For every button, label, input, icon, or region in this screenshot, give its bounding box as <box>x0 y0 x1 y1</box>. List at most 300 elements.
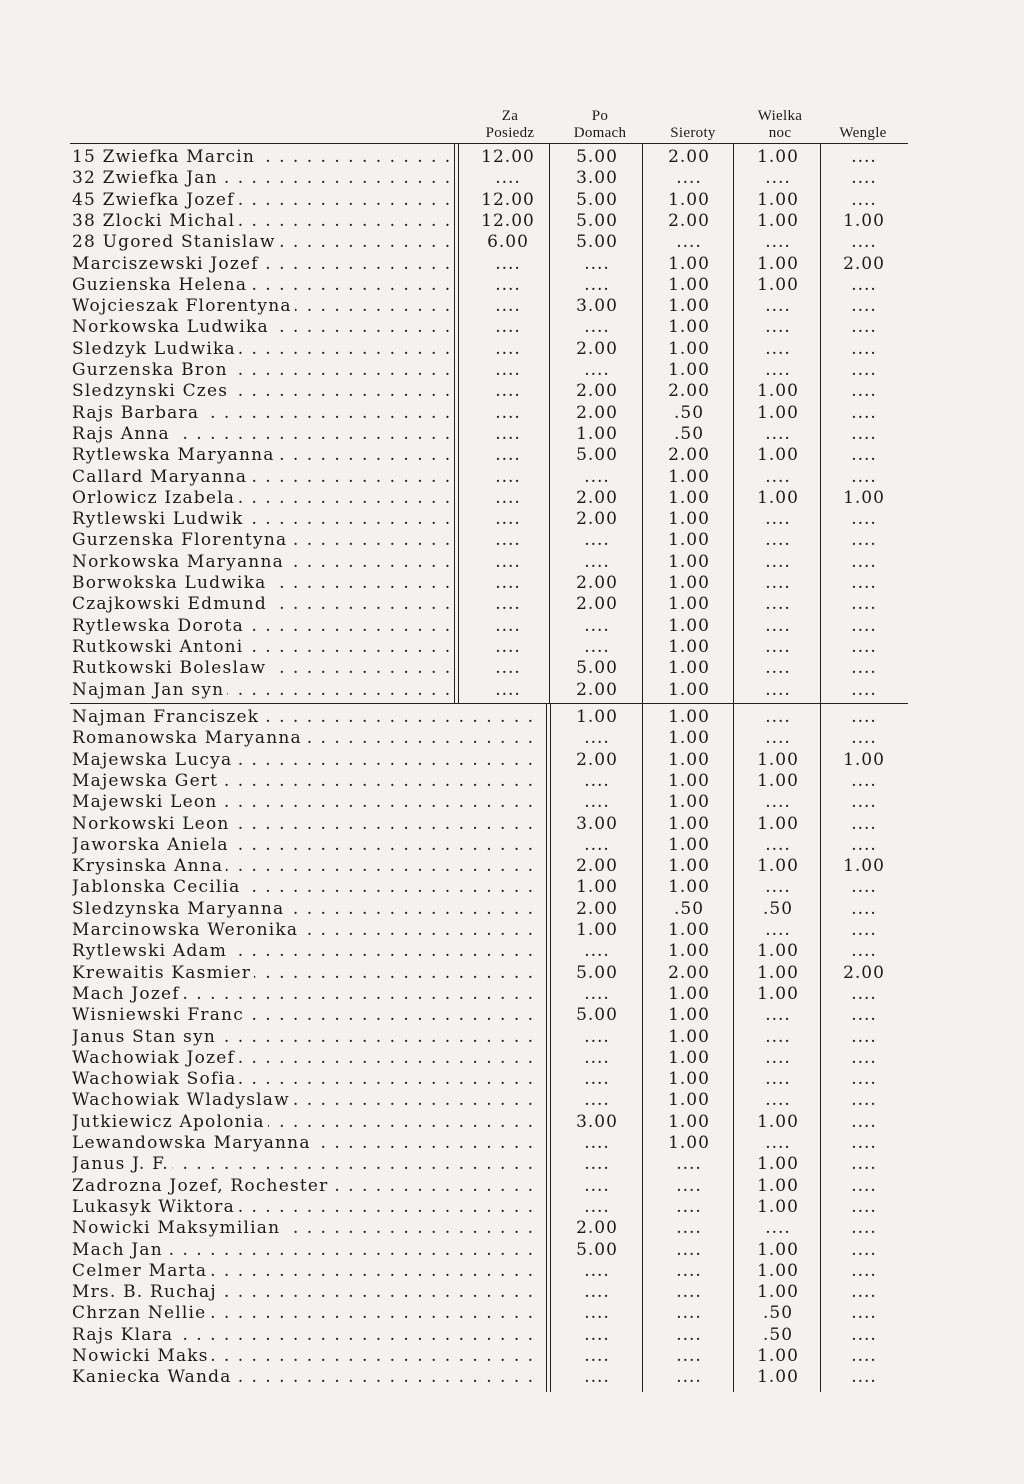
table-row <box>0 445 1024 466</box>
value-wielka-noc: 1.00 <box>757 1282 799 1303</box>
value-wengle: .... <box>851 1154 877 1175</box>
value-sieroty: 1.00 <box>668 530 710 551</box>
entry-name-text: Majewski Leon <box>72 792 220 812</box>
value-wielka-noc: .... <box>765 1133 791 1153</box>
value-wielka-noc: .... <box>765 1069 791 1090</box>
value-sieroty: 1.00 <box>668 856 710 877</box>
value-sieroty: 2.00 <box>668 381 710 402</box>
value-wengle: .... <box>851 1005 877 1026</box>
value-wengle: .... <box>851 466 877 487</box>
value-wengle: .... <box>851 147 877 167</box>
value-po-domach: 5.00 <box>576 1239 618 1260</box>
value-po-domach: .... <box>584 1154 610 1175</box>
value-wielka-noc: 1.00 <box>757 1346 799 1366</box>
entry-name-text: 15 Zwiefka Marcin <box>72 147 258 167</box>
entry-name <box>72 573 450 594</box>
value-sieroty: 1.00 <box>668 636 710 657</box>
table-row <box>0 360 1024 381</box>
value-po-domach: 1.00 <box>576 920 618 940</box>
entry-name <box>72 877 542 898</box>
value-po-domach: .... <box>584 253 610 274</box>
table-row <box>0 1048 1024 1069</box>
value-sieroty: .... <box>676 1239 702 1260</box>
value-wielka-noc: 1.00 <box>757 749 799 770</box>
value-po-domach: .... <box>584 1090 610 1111</box>
value-sieroty: 1.00 <box>668 274 710 295</box>
value-wengle: .... <box>851 1282 877 1303</box>
value-sieroty: 2.00 <box>668 445 710 466</box>
value-po-domach: 2.00 <box>576 679 618 700</box>
entry-name-text: Marciszewski Jozef <box>72 254 262 274</box>
value-za-posiedz: .... <box>495 615 521 636</box>
table-row <box>0 168 1024 189</box>
entry-name-text: 28 Ugored Stanislaw <box>72 232 279 252</box>
value-wielka-noc: .... <box>765 530 791 551</box>
header-za-posiedz <box>465 108 555 142</box>
value-wielka-noc: .50 <box>762 1303 794 1324</box>
header-line2: Wengle <box>839 125 887 141</box>
table-row <box>0 1346 1024 1367</box>
table-row <box>0 792 1024 813</box>
entry-name-text: Rutkowski Antoni <box>72 637 246 657</box>
entry-name-text: Sledzyk Ludwika <box>72 339 239 359</box>
table-row <box>0 1090 1024 1111</box>
entry-name <box>72 445 450 466</box>
entry-name <box>72 1325 542 1346</box>
entry-name-text: Jaworska Aniela <box>72 835 232 855</box>
table-row <box>0 877 1024 898</box>
entry-name <box>72 637 450 658</box>
value-wielka-noc: 1.00 <box>757 1239 799 1260</box>
entry-name <box>72 488 450 509</box>
value-sieroty: .... <box>676 1346 702 1366</box>
entry-name <box>72 1197 542 1218</box>
value-sieroty: 1.00 <box>668 487 710 508</box>
value-po-domach: .... <box>584 274 610 295</box>
value-sieroty: 1.00 <box>668 615 710 636</box>
value-po-domach: .... <box>584 792 610 813</box>
entry-name-text: Krysinska Anna <box>72 856 226 876</box>
table-row <box>0 1367 1024 1388</box>
value-wengle: 1.00 <box>843 749 885 770</box>
table-row <box>0 658 1024 679</box>
value-wengle: .... <box>851 1303 877 1324</box>
value-wengle: 1.00 <box>843 210 885 231</box>
entry-name <box>72 424 450 445</box>
table-row <box>0 616 1024 637</box>
table-row <box>0 1069 1024 1090</box>
value-wielka-noc: .... <box>765 168 791 189</box>
table-row <box>0 1027 1024 1048</box>
value-po-domach: .... <box>584 770 610 791</box>
entry-name-text: Lukasyk Wiktora <box>72 1197 238 1217</box>
value-wengle: .... <box>851 1324 877 1345</box>
table-row <box>0 339 1024 360</box>
table-row <box>0 381 1024 402</box>
header-line2: Sieroty <box>670 125 716 141</box>
entry-name-text: Jablonska Cecilia <box>72 877 243 897</box>
value-wielka-noc: .... <box>765 1090 791 1111</box>
entry-name-text: Rajs Barbara <box>72 403 202 423</box>
table-row <box>0 707 1024 728</box>
entry-name <box>72 920 542 941</box>
value-wielka-noc: .... <box>765 594 791 615</box>
value-wengle: .... <box>851 615 877 636</box>
value-po-domach: .... <box>584 360 610 380</box>
value-sieroty: .50 <box>673 402 705 423</box>
value-wengle: .... <box>851 423 877 444</box>
value-wengle: .... <box>851 530 877 551</box>
value-wielka-noc: .... <box>765 636 791 657</box>
entry-name <box>72 254 450 275</box>
entry-name <box>72 594 450 615</box>
entry-name-text: Janus J. F. <box>72 1154 172 1174</box>
value-za-posiedz: .... <box>495 509 521 530</box>
value-wielka-noc: .... <box>765 792 791 813</box>
value-wengle: .... <box>851 1047 877 1068</box>
entry-name <box>72 232 450 253</box>
table-row <box>0 275 1024 296</box>
value-wengle: .... <box>851 573 877 593</box>
value-wielka-noc: 1.00 <box>757 1367 799 1388</box>
entry-name <box>72 509 450 530</box>
value-sieroty: 2.00 <box>668 962 710 983</box>
entry-name <box>72 1069 542 1090</box>
value-sieroty: 1.00 <box>668 983 710 1004</box>
section-divider-rule <box>70 703 908 704</box>
entry-name <box>72 1218 542 1239</box>
entry-name-text: Lewandowska Maryanna <box>72 1133 314 1153</box>
value-wengle: 2.00 <box>843 253 885 274</box>
entry-name-text: Wachowiak Wladyslaw <box>72 1090 293 1110</box>
value-po-domach: .... <box>584 1346 610 1366</box>
entry-name-text: Wisniewski Franc <box>72 1005 247 1025</box>
table-row <box>0 594 1024 615</box>
header-rule <box>70 143 908 144</box>
entry-name-text: Marcinowska Weronika <box>72 920 301 940</box>
value-wielka-noc: 1.00 <box>757 445 799 466</box>
value-po-domach: 3.00 <box>576 296 618 317</box>
value-sieroty: .... <box>676 168 702 189</box>
entry-name-text: Rytlewski Adam <box>72 941 230 961</box>
value-sieroty: 1.00 <box>668 296 710 317</box>
entry-name <box>72 941 542 962</box>
value-za-posiedz: .... <box>495 551 521 572</box>
table-row <box>0 750 1024 771</box>
value-sieroty: .... <box>676 1324 702 1345</box>
header-line1: Wielka <box>757 108 803 124</box>
table-row <box>0 488 1024 509</box>
entry-name <box>72 1048 542 1069</box>
value-wengle: .... <box>851 1260 877 1281</box>
value-wengle: .... <box>851 1111 877 1132</box>
table-row <box>0 771 1024 792</box>
table-row <box>0 835 1024 856</box>
table-row <box>0 1197 1024 1218</box>
value-sieroty: 1.00 <box>668 1005 710 1026</box>
value-wielka-noc: .... <box>765 466 791 487</box>
header-po-domach <box>555 108 645 142</box>
entry-name <box>72 1346 542 1367</box>
value-wengle: .... <box>851 679 877 700</box>
value-sieroty: 1.00 <box>668 253 710 274</box>
table-row <box>0 856 1024 877</box>
value-sieroty: 1.00 <box>668 834 710 855</box>
entry-name <box>72 339 450 360</box>
value-po-domach: .... <box>584 551 610 572</box>
value-sieroty: 1.00 <box>668 792 710 813</box>
value-po-domach: 2.00 <box>576 1218 618 1239</box>
value-po-domach: 2.00 <box>576 856 618 877</box>
value-po-domach: 5.00 <box>576 210 618 231</box>
entry-name-text: Janus Stan syn <box>72 1027 219 1047</box>
value-sieroty: 1.00 <box>668 1133 710 1153</box>
value-wielka-noc: .... <box>765 877 791 898</box>
value-wielka-noc: 1.00 <box>757 1154 799 1175</box>
entry-name <box>72 147 450 168</box>
value-za-posiedz: .... <box>495 402 521 423</box>
entry-name <box>72 1154 542 1175</box>
value-wielka-noc: .... <box>765 658 791 679</box>
entry-name-text: Mach Jan <box>72 1240 166 1260</box>
value-sieroty: 1.00 <box>668 770 710 791</box>
value-za-posiedz: .... <box>495 487 521 508</box>
value-wengle: .... <box>851 296 877 317</box>
header-wengle <box>818 108 908 142</box>
entry-name-text: Orlowicz Izabela <box>72 488 238 508</box>
value-wengle: .... <box>851 728 877 749</box>
entry-name <box>72 728 542 749</box>
entry-name <box>72 1005 542 1026</box>
entry-name-text: Rytlewski Ludwik <box>72 509 246 529</box>
entry-name <box>72 1133 542 1154</box>
table-row <box>0 899 1024 920</box>
header-line1: Za <box>501 108 519 124</box>
value-sieroty: 2.00 <box>668 147 710 167</box>
entry-name-text: Chrzan Nellie <box>72 1303 209 1323</box>
table-row <box>0 296 1024 317</box>
entry-name <box>72 616 450 637</box>
value-wengle: .... <box>851 274 877 295</box>
entry-name-text: Sledzynski Czes <box>72 381 231 401</box>
value-wielka-noc: 1.00 <box>757 983 799 1004</box>
value-po-domach: 2.00 <box>576 338 618 359</box>
value-wengle: .... <box>851 1196 877 1217</box>
value-sieroty: 1.00 <box>668 813 710 834</box>
value-po-domach: 5.00 <box>576 445 618 466</box>
value-za-posiedz: .... <box>495 530 521 551</box>
value-wengle: .... <box>851 770 877 791</box>
value-sieroty: 1.00 <box>668 551 710 572</box>
value-sieroty: 1.00 <box>668 1026 710 1047</box>
value-sieroty: .... <box>676 1154 702 1175</box>
value-wielka-noc: .... <box>765 728 791 749</box>
table-row <box>0 1176 1024 1197</box>
entry-name-text: Mrs. B. Ruchaj <box>72 1282 220 1302</box>
table-row <box>0 147 1024 168</box>
value-za-posiedz: 12.00 <box>481 147 535 167</box>
value-po-domach: 1.00 <box>576 707 618 727</box>
value-wengle: .... <box>851 983 877 1004</box>
value-wielka-noc: 1.00 <box>757 1196 799 1217</box>
table-row <box>0 1133 1024 1154</box>
entry-name <box>72 1176 542 1197</box>
value-sieroty: .... <box>676 1175 702 1196</box>
value-wielka-noc: .... <box>765 338 791 359</box>
value-za-posiedz: 12.00 <box>481 210 535 231</box>
entry-name-text: Najman Franciszek <box>72 707 262 727</box>
value-po-domach: .... <box>584 1047 610 1068</box>
value-wielka-noc: 1.00 <box>757 941 799 962</box>
value-sieroty: .... <box>676 1367 702 1388</box>
entry-name-text: Kaniecka Wanda <box>72 1367 235 1387</box>
value-sieroty: 1.00 <box>668 728 710 749</box>
value-za-posiedz: .... <box>495 573 521 593</box>
value-po-domach: .... <box>584 834 610 855</box>
entry-name-text: 45 Zwiefka Jozef <box>72 190 238 210</box>
table-row <box>0 424 1024 445</box>
value-za-posiedz: .... <box>495 338 521 359</box>
value-po-domach: 3.00 <box>576 813 618 834</box>
table-row <box>0 190 1024 211</box>
value-wielka-noc: .... <box>765 920 791 940</box>
entry-name <box>72 530 450 551</box>
table-row <box>0 984 1024 1005</box>
value-po-domach: 2.00 <box>576 898 618 919</box>
entry-name-text: Norkowski Leon <box>72 814 233 834</box>
value-po-domach: 2.00 <box>576 381 618 402</box>
value-po-domach: .... <box>584 1175 610 1196</box>
entry-name-text: Nowicki Maksymilian <box>72 1218 283 1238</box>
value-po-domach: 1.00 <box>576 877 618 898</box>
value-sieroty: 1.00 <box>668 466 710 487</box>
value-po-domach: .... <box>584 983 610 1004</box>
value-wielka-noc: 1.00 <box>757 487 799 508</box>
entry-name-text: Norkowska Maryanna <box>72 552 287 572</box>
value-wielka-noc: 1.00 <box>757 189 799 210</box>
value-sieroty: 1.00 <box>668 749 710 770</box>
value-po-domach: .... <box>584 466 610 487</box>
value-wengle: .... <box>851 594 877 615</box>
value-wengle: .... <box>851 834 877 855</box>
value-wielka-noc: .... <box>765 679 791 700</box>
value-sieroty: 1.00 <box>668 1090 710 1111</box>
table-row <box>0 467 1024 488</box>
value-sieroty: 1.00 <box>668 317 710 338</box>
entry-name <box>72 658 450 679</box>
value-sieroty: 1.00 <box>668 189 710 210</box>
entry-name-text: Borwokska Ludwika <box>72 573 269 593</box>
value-po-domach: 1.00 <box>576 423 618 444</box>
value-po-domach: 2.00 <box>576 509 618 530</box>
entry-name-text: Gurzenska Bron <box>72 360 231 380</box>
value-po-domach: 3.00 <box>576 1111 618 1132</box>
entry-name <box>72 680 450 701</box>
entry-name-text: Rutkowski Boleslaw <box>72 658 269 678</box>
table-row <box>0 963 1024 984</box>
value-wengle: .... <box>851 813 877 834</box>
entry-name-text: Guzienska Helena <box>72 275 250 295</box>
value-wengle: .... <box>851 509 877 530</box>
entry-name <box>72 296 450 317</box>
value-za-posiedz: .... <box>495 466 521 487</box>
value-za-posiedz: .... <box>495 423 521 444</box>
entry-name-text: Majewska Lucya <box>72 750 235 770</box>
value-wielka-noc: 1.00 <box>757 1111 799 1132</box>
table-row <box>0 814 1024 835</box>
value-za-posiedz: .... <box>495 253 521 274</box>
entry-name <box>72 835 542 856</box>
value-wielka-noc: .50 <box>762 1324 794 1345</box>
header-sieroty <box>648 108 738 142</box>
value-wengle: .... <box>851 551 877 572</box>
value-wielka-noc: .50 <box>762 898 794 919</box>
value-po-domach: .... <box>584 1303 610 1324</box>
entry-name <box>72 317 450 338</box>
entry-name <box>72 984 542 1005</box>
value-po-domach: .... <box>584 1260 610 1281</box>
entry-name <box>72 211 450 232</box>
value-po-domach: 5.00 <box>576 658 618 679</box>
value-po-domach: 2.00 <box>576 573 618 593</box>
header-wielka-noc <box>735 108 825 142</box>
table-row <box>0 680 1024 701</box>
value-sieroty: 1.00 <box>668 360 710 380</box>
value-wielka-noc: 1.00 <box>757 381 799 402</box>
value-wengle: .... <box>851 402 877 423</box>
value-wielka-noc: .... <box>765 317 791 338</box>
value-wengle: .... <box>851 636 877 657</box>
value-po-domach: 5.00 <box>576 147 618 167</box>
value-wielka-noc: .... <box>765 1026 791 1047</box>
value-wielka-noc: .... <box>765 834 791 855</box>
table-row <box>0 552 1024 573</box>
value-po-domach: 2.00 <box>576 749 618 770</box>
value-sieroty: 1.00 <box>668 707 710 727</box>
value-sieroty: 1.00 <box>668 1111 710 1132</box>
value-wielka-noc: .... <box>765 423 791 444</box>
value-wielka-noc: 1.00 <box>757 856 799 877</box>
value-wengle: 1.00 <box>843 856 885 877</box>
entry-name <box>72 1282 542 1303</box>
entry-name-text: Najman Jan syn <box>72 680 227 700</box>
value-wielka-noc: 1.00 <box>757 253 799 274</box>
value-wengle: .... <box>851 232 877 253</box>
value-sieroty: 1.00 <box>668 941 710 962</box>
entry-name-text: Norkowska Ludwika <box>72 317 272 337</box>
entry-name-text: Wachowiak Jozef <box>72 1048 238 1068</box>
entry-name <box>72 1303 542 1324</box>
value-za-posiedz: 12.00 <box>481 189 535 210</box>
value-wielka-noc: 1.00 <box>757 147 799 167</box>
value-za-posiedz: .... <box>495 274 521 295</box>
entry-name <box>72 1367 542 1388</box>
table-row <box>0 637 1024 658</box>
header-line2: Posiedz <box>485 125 535 141</box>
value-wengle: .... <box>851 707 877 727</box>
value-wengle: .... <box>851 381 877 402</box>
value-wengle: .... <box>851 189 877 210</box>
value-wengle: 2.00 <box>843 962 885 983</box>
value-za-posiedz: .... <box>495 360 521 380</box>
entry-name <box>72 1240 542 1261</box>
entry-name <box>72 467 450 488</box>
value-po-domach: 5.00 <box>576 1005 618 1026</box>
value-za-posiedz: .... <box>495 658 521 679</box>
value-sieroty: .... <box>676 1303 702 1324</box>
value-po-domach: 2.00 <box>576 594 618 615</box>
entry-name-text: Sledzynska Maryanna <box>72 899 287 919</box>
